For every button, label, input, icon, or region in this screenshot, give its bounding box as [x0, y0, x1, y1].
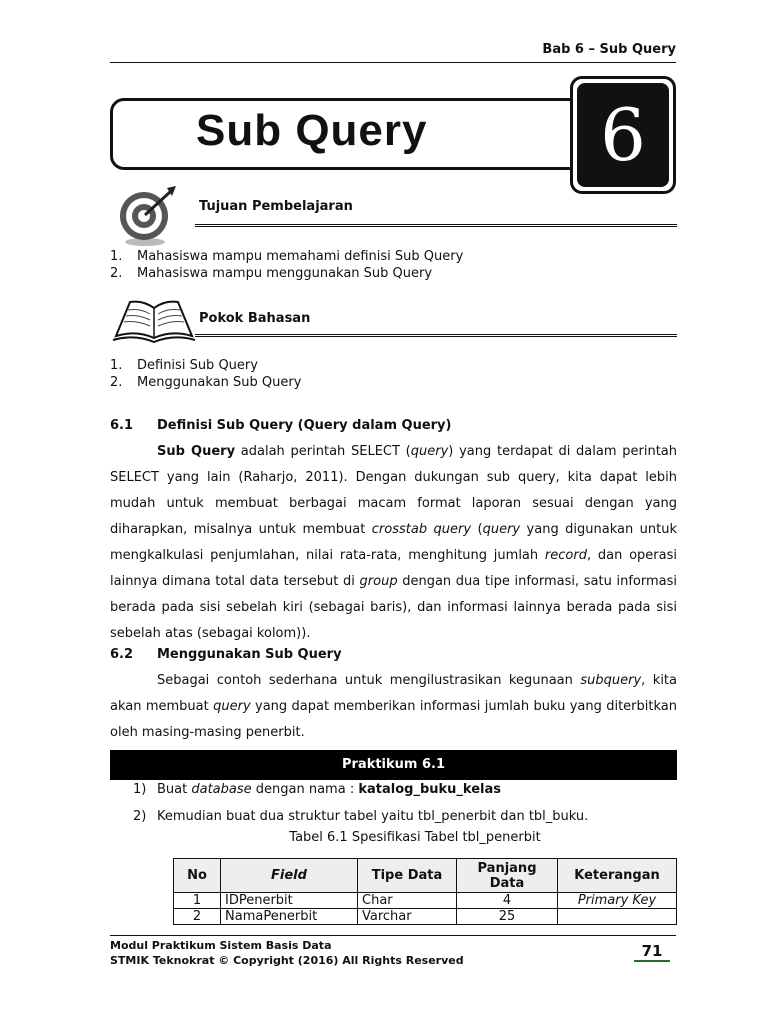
- list-item: [110, 357, 301, 374]
- section1-paragraph: Sub Query adalah perintah SELECT (query) yang terdapat di dalam perintah SELECT yang lain (Raharjo, 2011). Dengan dukungan sub query, kita dapat lebih mudah untuk membuat berbagai macam format laporan sesuai dengan yang diharapkan, misalnya untuk membuat crosstab query (query yang digunakan untuk mengkalkulasi penjumlahan, nilai rata-rata, menghitung jumlah record, dan operasi lainnya dimana total data tersebut di group dengan dua tipe informasi, satu informasi berada pada sisi sebelah kiri (sebagai baris), dan informasi lainnya berada pada sisi sebelah atas (sebagai kolom)).: [110, 444, 677, 641]
- col-header-field: Field: [221, 859, 358, 893]
- table-header-row: [174, 859, 677, 893]
- section-heading: [110, 418, 451, 433]
- step-item: 1) Buat database dengan nama : katalog_buku_kelas: [133, 782, 501, 797]
- table-row: 2 NamaPenerbit Varchar 25: [174, 909, 677, 925]
- footer-line-1: Modul Praktikum Sistem Basis Data: [110, 939, 332, 952]
- section-number: 6.1: [110, 418, 134, 433]
- topics-rule: [195, 334, 677, 340]
- target-icon: [112, 184, 178, 248]
- list-text: Mahasiswa mampu memahami definisi Sub Query: [137, 249, 464, 264]
- list-number: 1.: [110, 358, 123, 373]
- footer-line-2: STMIK Teknokrat © Copyright (2016) All Rights Reserved: [110, 954, 464, 967]
- praktikum-title-bar: Praktikum 6.1: [110, 750, 677, 780]
- list-text: Definisi Sub Query: [137, 358, 258, 373]
- chapter-title: Sub Query: [196, 106, 428, 155]
- col-header-type: Tipe Data: [358, 859, 457, 893]
- section-number: 6.2: [110, 647, 134, 662]
- objectives-list: [110, 248, 463, 282]
- list-number: 2.: [110, 266, 123, 281]
- list-number: 2.: [110, 375, 123, 390]
- page-number: 71: [634, 942, 670, 962]
- running-header: Bab 6 – Sub Query: [542, 42, 676, 57]
- list-text: Mahasiswa mampu menggunakan Sub Query: [137, 266, 433, 281]
- header-rule: [110, 62, 676, 63]
- objectives-rule: [195, 224, 677, 230]
- list-item: [110, 265, 463, 282]
- table-row: 1 IDPenerbit Char 4 Primary Key: [174, 893, 677, 909]
- table-caption: Tabel 6.1 Spesifikasi Tabel tbl_penerbit: [289, 830, 541, 845]
- praktikum-steps: [133, 776, 588, 830]
- section-title: Definisi Sub Query (Query dalam Query): [157, 418, 452, 433]
- list-number: 1.: [110, 249, 123, 264]
- col-header-no: No: [174, 859, 221, 893]
- spec-table: [173, 858, 677, 925]
- chapter-number: 6: [577, 83, 669, 187]
- step-item: 2) Kemudian buat dua struktur tabel yaitu tbl_penerbit dan tbl_buku.: [133, 809, 589, 824]
- term: Sub Query: [157, 444, 236, 459]
- topics-list: [110, 357, 301, 391]
- section-heading: [110, 647, 342, 662]
- section-title: Menggunakan Sub Query: [157, 647, 342, 662]
- topics-label: Pokok Bahasan: [199, 311, 311, 326]
- list-item: [110, 248, 463, 265]
- footer-text: [110, 938, 464, 968]
- col-header-length: Panjang Data: [457, 859, 558, 893]
- section2-paragraph: Sebagai contoh sederhana untuk mengilustrasikan kegunaan subquery, kita akan membuat query yang dapat memberikan informasi jumlah buku yang diterbitkan oleh masing-masing penerbit.: [110, 673, 677, 740]
- col-header-note: Keterangan: [558, 859, 677, 893]
- list-text: Menggunakan Sub Query: [137, 375, 302, 390]
- list-item: [110, 374, 301, 391]
- footer-rule: [110, 935, 676, 936]
- open-book-icon: [110, 296, 198, 346]
- objectives-label: Tujuan Pembelajaran: [199, 199, 353, 214]
